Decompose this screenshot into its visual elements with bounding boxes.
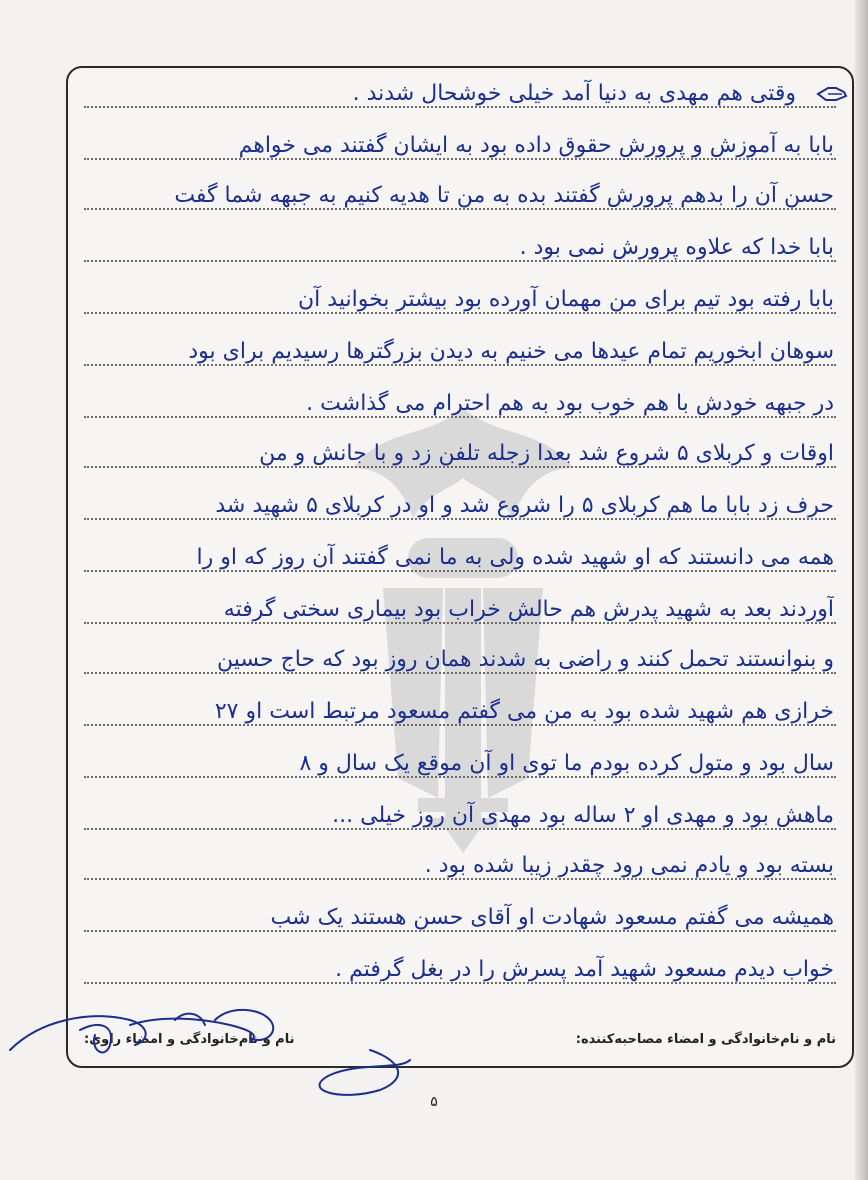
handwritten-line: اوقات و کربلای ۵ شروع شد بعدا زجله تلفن زد و با جانش و من	[259, 441, 834, 466]
handwritten-line: سوهان ابخوریم تمام عیدها می خنیم به دیدن بزرگترها رسیدیم برای بود	[188, 339, 834, 364]
interviewer-signature-label: نام و نام‌خانوادگی و امضاء مصاحبه‌کننده:	[575, 1032, 836, 1047]
handwritten-line: بابا به آموزش و پرورش حقوق داده بود به ایشان گفتند می خواهم	[238, 133, 834, 158]
document-frame	[66, 66, 854, 1068]
handwritten-signature	[0, 990, 420, 1100]
handwritten-line: همیشه می گفتم مسعود شهادت او آقای حسن هستند یک شب	[270, 905, 834, 930]
handwritten-line: سال بود و متول کرده بودم ما توی او آن موقع یک سال و ۸	[299, 751, 834, 776]
handwritten-line: حرف زد بابا ما هم کربلای ۵ را شروع شد و او در کربلای ۵ شهید شد	[215, 493, 834, 518]
handwritten-line: بابا رفته بود تیم برای من مهمان آورده بود بیشتر بخوانید آن	[298, 287, 834, 312]
narrator-signature-label: نام و نام‌خانوادگی و امضاء راوی:	[84, 1032, 295, 1047]
handwritten-line: و بنوانستند تحمل کنند و راضی به شدند همان روز بود که حاج حسین	[216, 647, 834, 672]
handwritten-line: بسته بود و یادم نمی رود چقدر زیبا شده بود .	[424, 853, 834, 878]
handwritten-line: بابا خدا که علاوه پرورش نمی بود .	[519, 235, 834, 260]
handwritten-line: همه می دانستند که او شهید شده ولی به ما نمی گفتند آن روز که او را	[196, 545, 834, 570]
handwritten-line: خواب دیدم مسعود شهید آمد پسرش را در بغل گرفتم .	[335, 957, 834, 982]
handwritten-line: در جبهه خودش با هم خوب بود به هم احترام می گذاشت .	[306, 391, 834, 416]
handwritten-line: ماهش بود و مهدی او ۲ ساله بود مهدی آن روز خیلی ...	[332, 803, 834, 828]
handwritten-line: حسن آن را بدهم پرورش گفتند بده به من تا هدیه کنیم به جبهه شما گفت	[174, 183, 834, 208]
pointing-hand-icon	[816, 84, 848, 104]
page-number: ۵	[430, 1094, 438, 1110]
handwritten-line: خرازی هم شهید شده بود به من می گفتم مسعود مرتبط است او ۲۷	[214, 699, 834, 724]
handwritten-line: وقتی هم مهدی به دنیا آمد خیلی خوشحال شدند .	[352, 81, 796, 106]
handwritten-line: آوردند بعد به شهید پدرش هم حالش خراب بود بیماری سختی گرفته	[223, 597, 834, 622]
page-edge	[854, 0, 868, 1180]
